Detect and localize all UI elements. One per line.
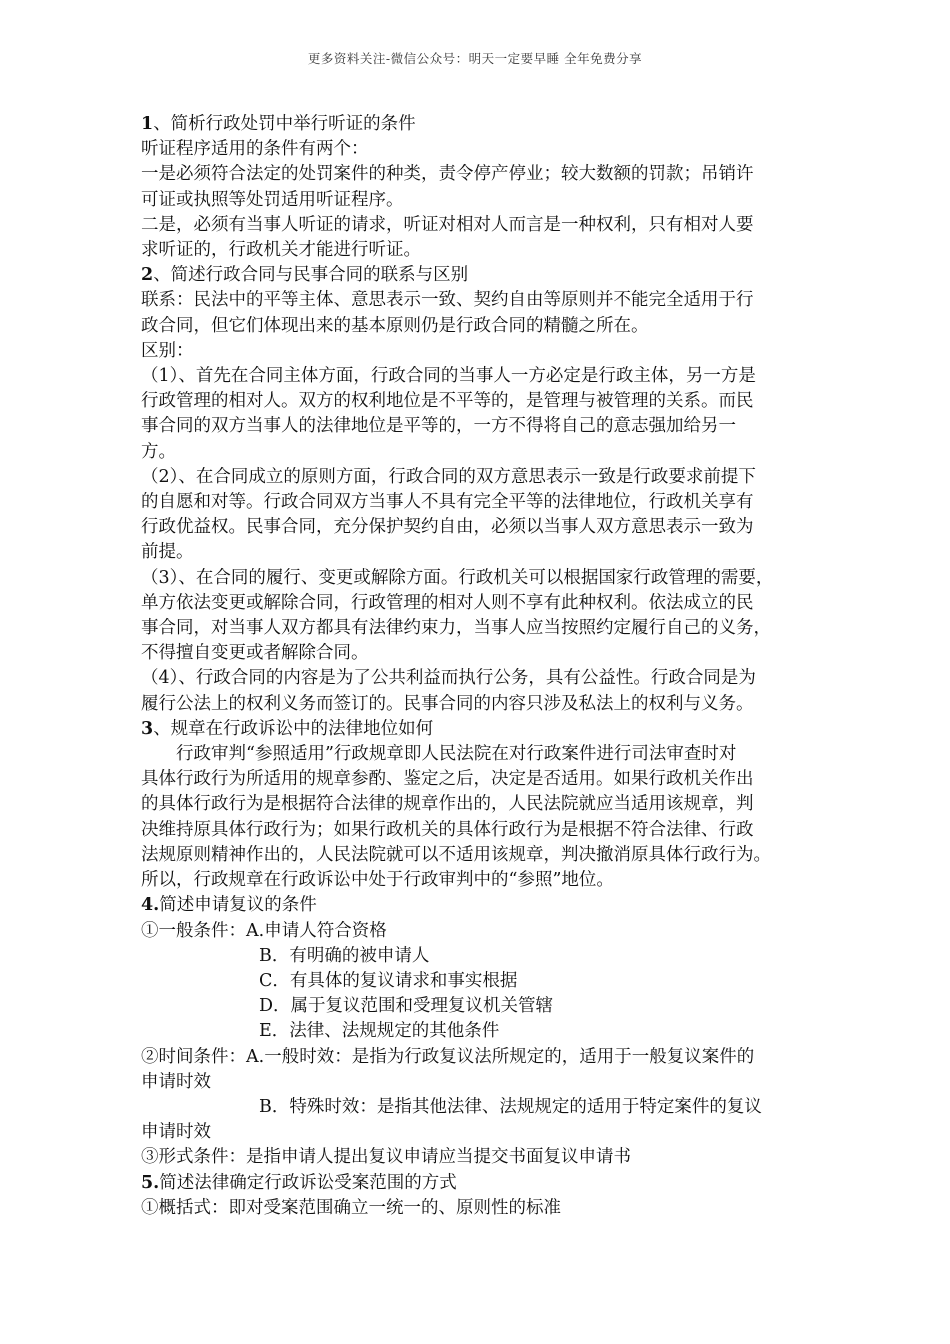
- line-text: 、简述行政合同与民事合同的联系与区别: [153, 265, 469, 286]
- line-text: （1）、首先在合同主体方面，行政合同的当事人一方必定是行政主体，另一方是: [141, 366, 756, 387]
- text-line: [141, 288, 821, 313]
- line-text: ③形式条件：是指申请人提出复议申请应当提交书面复议申请书: [141, 1147, 631, 1168]
- text-line: [141, 238, 821, 263]
- text-line: [141, 414, 821, 439]
- section-number: 4.: [141, 895, 160, 916]
- line-text: 前提。: [141, 542, 194, 563]
- text-line: [141, 818, 821, 843]
- text-line: [141, 919, 821, 944]
- line-text: 、规章在行政诉讼中的法律地位如何: [153, 718, 434, 739]
- line-text: ①一般条件：A.申请人符合资格: [141, 920, 387, 941]
- line-text: C．有具体的复议请求和事实根据: [259, 970, 518, 991]
- line-text: B．特殊时效：是指其他法律、法规规定的适用于特定案件的复议: [259, 1096, 762, 1117]
- text-line: [141, 465, 821, 490]
- text-line: [141, 666, 821, 691]
- line-text: 行政管理的相对人。双方的权利地位是不平等的，是管理与被管理的关系。而民: [141, 391, 754, 412]
- section-heading: [141, 263, 821, 288]
- line-text: 的自愿和对等。行政合同双方当事人不具有完全平等的法律地位，行政机关享有: [141, 492, 754, 513]
- line-text: 单方依法变更或解除合同，行政管理的相对人则不享有此种权利。依法成立的民: [141, 592, 754, 613]
- line-text: 方。: [141, 441, 176, 462]
- text-line: [141, 1145, 821, 1170]
- section-number: 1: [141, 114, 154, 134]
- section-number: 2: [141, 265, 154, 286]
- text-line: [141, 440, 821, 465]
- text-line: [141, 692, 821, 717]
- text-line: [141, 389, 821, 414]
- line-text: 不得擅自变更或者解除合同。: [141, 643, 369, 664]
- text-line: [141, 137, 821, 162]
- line-text: 申请时效: [141, 1071, 211, 1092]
- section-heading: [141, 112, 821, 137]
- line-text: ②时间条件：A.一般时效：是指为行政复议法所规定的，适用于一般复议案件的: [141, 1046, 755, 1067]
- text-line: [141, 1120, 821, 1145]
- line-text: 行政审判“参照适用”行政规章即人民法院在对行政案件进行司法审查时对: [176, 744, 737, 765]
- line-text: 履行公法上的权利义务而签订的。民事合同的内容只涉及私法上的权利与义务。: [141, 693, 754, 714]
- text-line: [141, 591, 821, 616]
- text-line: [141, 1070, 821, 1095]
- section-heading: [141, 893, 821, 918]
- line-text: 事合同，对当事人双方都具有法律约束力，当事人应当按照约定履行自己的义务，: [141, 618, 771, 639]
- text-line: [141, 314, 821, 339]
- text-line: [141, 616, 821, 641]
- text-line: [141, 364, 821, 389]
- line-text: 简述法律确定行政诉讼受案范围的方式: [159, 1172, 457, 1193]
- text-line: [141, 162, 821, 187]
- line-text: 一是必须符合法定的处罚案件的种类，责令停产停业；较大数额的罚款；吊销许: [141, 164, 754, 185]
- text-line: [141, 994, 821, 1019]
- line-text: 所以，行政规章在行政诉讼中处于行政审判中的“参照”地位。: [141, 870, 614, 891]
- text-line: [141, 515, 821, 540]
- section-number: 3: [141, 718, 154, 739]
- text-line: [141, 213, 821, 238]
- text-line: [141, 969, 821, 994]
- text-line: [141, 641, 821, 666]
- line-text: 具体行政行为所适用的规章参酌、鉴定之后，决定是否适用。如果行政机关作出: [141, 769, 754, 790]
- line-text: ①概括式：即对受案范围确立一统一的、原则性的标准: [141, 1197, 561, 1218]
- line-text: 申请时效: [141, 1122, 211, 1143]
- text-line: [141, 1196, 821, 1221]
- text-line: [141, 1019, 821, 1044]
- text-line: [141, 339, 821, 364]
- line-text: B．有明确的被申请人: [259, 945, 430, 966]
- text-line: [141, 792, 821, 817]
- line-text: 法规原则精神作出的，人民法院就可以不适用该规章，判决撤消原具体行政行为。: [141, 844, 771, 865]
- line-text: 的具体行政行为是根据符合法律的规章作出的，人民法院就应当适用该规章，判: [141, 794, 754, 815]
- line-text: （3）、在合同的履行、变更或解除方面。行政机关可以根据国家行政管理的需要，: [141, 567, 774, 588]
- text-line: [141, 188, 821, 213]
- line-text: 联系：民法中的平等主体、意思表示一致、契约自由等原则并不能完全适用于行: [141, 290, 754, 311]
- text-line: [141, 742, 821, 767]
- text-line: [141, 868, 821, 893]
- line-text: 求听证的，行政机关才能进行听证。: [141, 240, 421, 261]
- section-heading: [141, 717, 821, 742]
- text-line: [141, 767, 821, 792]
- text-line: [141, 843, 821, 868]
- line-text: （2）、在合同成立的原则方面，行政合同的双方意思表示一致是行政要求前提下: [141, 466, 756, 487]
- page-header: 更多资料关注-微信公众号：明天一定要早睡 全年免费分享: [307, 51, 643, 66]
- section-heading: [141, 1171, 821, 1196]
- line-text: 、简析行政处罚中举行听证的条件: [153, 114, 416, 134]
- line-text: 事合同的双方当事人的法律地位是平等的，一方不得将自己的意志强加给另一: [141, 416, 736, 437]
- text-line: [141, 1095, 821, 1120]
- line-text: （4）、行政合同的内容是为了公共利益而执行公务，具有公益性。行政合同是为: [141, 668, 756, 689]
- text-line: [141, 566, 821, 591]
- line-text: 决维持原具体行政行为；如果行政机关的具体行政行为是根据不符合法律、行政: [141, 819, 754, 840]
- line-text: D．属于复议范围和受理复议机关管辖: [259, 996, 554, 1017]
- line-text: 区别：: [141, 340, 194, 361]
- line-text: 政合同，但它们体现出来的基本原则仍是行政合同的精髓之所在。: [141, 315, 649, 336]
- text-line: [141, 490, 821, 515]
- line-text: 简述申请复议的条件: [159, 895, 317, 916]
- document-body: [141, 112, 821, 1221]
- text-line: [141, 944, 821, 969]
- line-text: E．法律、法规规定的其他条件: [259, 1021, 500, 1042]
- line-text: 行政优益权。民事合同，充分保护契约自由，必须以当事人双方意思表示一致为: [141, 517, 754, 538]
- section-number: 5.: [141, 1172, 160, 1193]
- line-text: 听证程序适用的条件有两个：: [141, 139, 369, 160]
- line-text: 可证或执照等处罚适用听证程序。: [141, 189, 404, 210]
- text-line: [141, 1045, 821, 1070]
- line-text: 二是，必须有当事人听证的请求，听证对相对人而言是一种权利，只有相对人要: [141, 214, 754, 235]
- text-line: [141, 540, 821, 565]
